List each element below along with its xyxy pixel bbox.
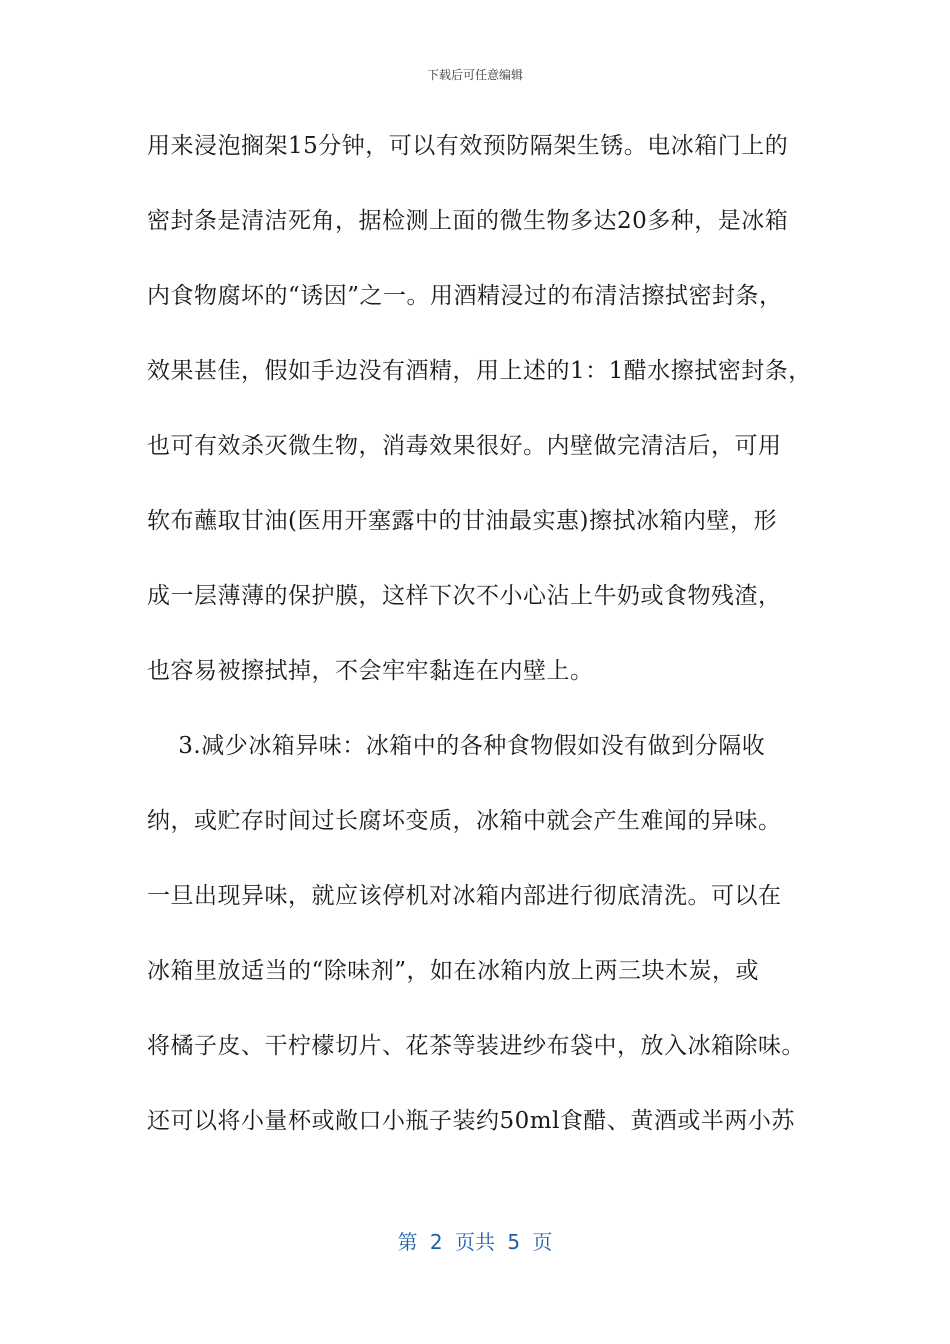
page-number-label: 第 2 页共 5 页 bbox=[397, 1230, 553, 1254]
text-line: 密封条是清洁死角，据检测上面的微生物多达20多种，是冰箱 bbox=[147, 208, 789, 234]
text-line: 也容易被擦拭掉，不会牢牢黏连在内壁上。 bbox=[147, 658, 594, 684]
text-line: 效果甚佳，假如手边没有酒精，用上述的1：1醋水擦拭密封条， bbox=[147, 358, 812, 384]
text-line: 用来浸泡搁架15分钟，可以有效预防隔架生锈。电冰箱门上的 bbox=[147, 133, 789, 159]
text-line: 一旦出现异味，就应该停机对冰箱内部进行彻底清洗。可以在 bbox=[147, 883, 782, 909]
text-line: 3.减少冰箱异味：冰箱中的各种食物假如没有做到分隔收 bbox=[147, 733, 766, 759]
page-header-note: 下载后可任意编辑 bbox=[426, 68, 523, 82]
page-number-footer bbox=[0, 1226, 950, 1255]
text-line: 冰箱里放适当的“除味剂”，如在冰箱内放上两三块木炭，或 bbox=[147, 958, 760, 984]
text-line: 内食物腐坏的“诱因”之一。用酒精浸过的布清洁擦拭密封条， bbox=[147, 283, 783, 309]
text-line: 将橘子皮、干柠檬切片、花茶等装进纱布袋中，放入冰箱除味。 bbox=[147, 1033, 805, 1059]
text-line: 纳，或贮存时间过长腐坏变质，冰箱中就会产生难闻的异味。 bbox=[147, 808, 782, 834]
text-line: 成一层薄薄的保护膜，这样下次不小心沾上牛奶或食物残渣， bbox=[147, 583, 782, 609]
document-body bbox=[147, 122, 827, 1172]
text-line: 还可以将小量杯或敞口小瓶子装约50ml食醋、黄酒或半两小苏 bbox=[147, 1108, 795, 1134]
text-line: 软布蘸取甘油(医用开塞露中的甘油最实惠)擦拭冰箱内壁，形 bbox=[147, 508, 777, 534]
text-line: 也可有效杀灭微生物，消毒效果很好。内壁做完清洁后，可用 bbox=[147, 433, 782, 459]
